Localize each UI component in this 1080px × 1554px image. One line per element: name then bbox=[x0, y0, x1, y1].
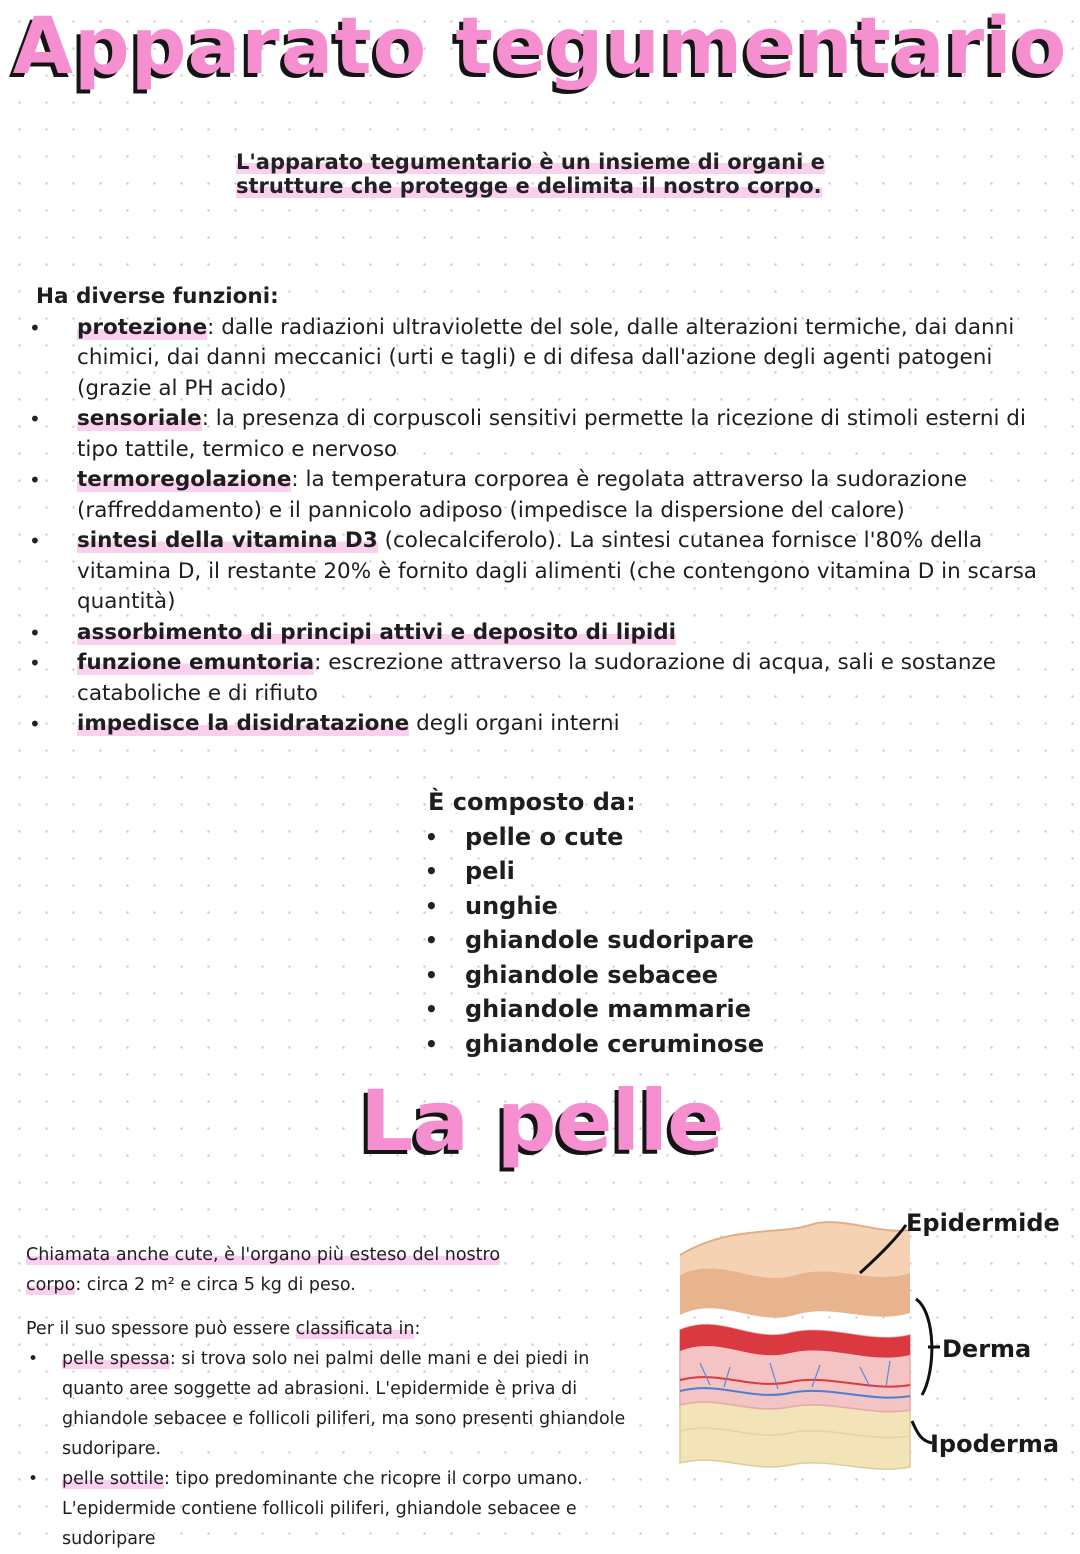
skin-type-key: pelle sottile bbox=[62, 1469, 164, 1489]
skin-classify bbox=[26, 1314, 656, 1344]
list-item bbox=[36, 709, 1046, 740]
function-key: sensoriale bbox=[77, 406, 202, 431]
classify-key: classificata in bbox=[295, 1319, 415, 1339]
function-key: sintesi della vitamina D3 bbox=[77, 528, 378, 553]
function-text: degli organi interni bbox=[409, 711, 620, 736]
list-item: • ghiandole sebacee bbox=[428, 958, 848, 993]
list-item: • unghie bbox=[428, 889, 848, 924]
page-title: Apparato tegumentario bbox=[12, 2, 1068, 92]
skin-type-key: pelle spessa bbox=[62, 1349, 170, 1369]
function-text: : la temperatura corporea è regolata attraverso la sudorazione (raffreddamento) e il pannicolo adiposo (impedisce la dispersione del calore) bbox=[77, 467, 968, 523]
list-item bbox=[36, 313, 1046, 405]
list-item: • pelle o cute bbox=[428, 820, 848, 855]
function-key: assorbimento di principi attivi e deposito di lipidi bbox=[77, 619, 677, 645]
list-item bbox=[36, 526, 1046, 618]
skin-intro bbox=[26, 1240, 656, 1300]
label-hypodermis: Ipoderma bbox=[930, 1430, 1060, 1458]
skin-intro-3: : circa 2 m² e circa 5 kg di peso. bbox=[75, 1275, 356, 1295]
skin-types-list bbox=[26, 1344, 656, 1554]
functions-lead: Ha diverse funzioni: bbox=[36, 284, 279, 309]
list-item bbox=[26, 1344, 656, 1464]
section-title: La pelle bbox=[360, 1072, 724, 1170]
intro-text bbox=[236, 150, 856, 198]
intro-line-1: L'apparato tegumentario è un insieme di organi e bbox=[236, 150, 825, 174]
hypodermis-layer bbox=[680, 1402, 910, 1469]
composition-list bbox=[428, 820, 848, 1062]
function-key: impedisce la disidratazione bbox=[77, 711, 410, 736]
list-item bbox=[36, 618, 1046, 649]
functions-section bbox=[36, 282, 1046, 740]
list-item: • ghiandole ceruminose bbox=[428, 1027, 848, 1062]
classify-pre: Per il suo spessore può essere bbox=[26, 1319, 296, 1339]
function-text: : escrezione attraverso la sudorazione di acqua, sali e sostanze cataboliche e di rifiuto bbox=[77, 650, 996, 706]
list-item: • peli bbox=[428, 854, 848, 889]
composition-section bbox=[428, 785, 848, 1061]
skin-description bbox=[26, 1240, 656, 1554]
classify-post: : bbox=[414, 1319, 421, 1339]
function-key: termoregolazione bbox=[77, 467, 292, 492]
list-item: • ghiandole sudoripare bbox=[428, 923, 848, 958]
function-text: (colecalciferolo). La sintesi cutanea fornisce l'80% della vitamina D, il restante 20% è fornito dagli alimenti (che contengono vitamina D in scarsa quantità) bbox=[77, 528, 1037, 614]
skin-type-text: : si trova solo nei palmi delle mani e dei piedi in quanto aree soggette ad abrasioni. L'epidermide è priva di ghiandole sebacee e follicoli piliferi, ma sono presenti ghiandole sudoripare. bbox=[62, 1349, 626, 1459]
skin-intro-1: Chiamata anche cute, è l'organo più esteso del nostro bbox=[26, 1245, 501, 1265]
list-item bbox=[36, 465, 1046, 526]
skin-layers-diagram bbox=[660, 1195, 1070, 1495]
function-text: : dalle radiazioni ultraviolette del sole, dalle alterazioni termiche, dai danni chimici, dai danni meccanici (urti e tagli) e di difesa dall'azione degli agenti patogeni (grazie al PH acido) bbox=[77, 314, 1015, 401]
list-item bbox=[36, 404, 1046, 465]
list-item bbox=[26, 1464, 656, 1554]
composition-lead: È composto da: bbox=[428, 788, 636, 816]
function-text: : la presenza di corpuscoli sensitivi permette la ricezione di stimoli esterni di tipo tattile, termico e nervoso bbox=[77, 406, 1026, 462]
function-key: funzione emuntoria bbox=[77, 650, 315, 675]
skin-type-text: : tipo predominante che ricopre il corpo umano. L'epidermide contiene follicoli piliferi, ghiandole sebacee e sudoripare bbox=[62, 1469, 583, 1549]
functions-list bbox=[36, 313, 1046, 740]
label-dermis: Derma bbox=[942, 1335, 1032, 1363]
list-item bbox=[36, 648, 1046, 709]
function-key: protezione bbox=[77, 314, 208, 340]
skin-intro-2: corpo bbox=[26, 1275, 76, 1295]
label-epidermis: Epidermide bbox=[906, 1209, 1060, 1237]
list-item: • ghiandole mammarie bbox=[428, 992, 848, 1027]
intro-line-2: strutture che protegge e delimita il nostro corpo. bbox=[236, 174, 822, 198]
